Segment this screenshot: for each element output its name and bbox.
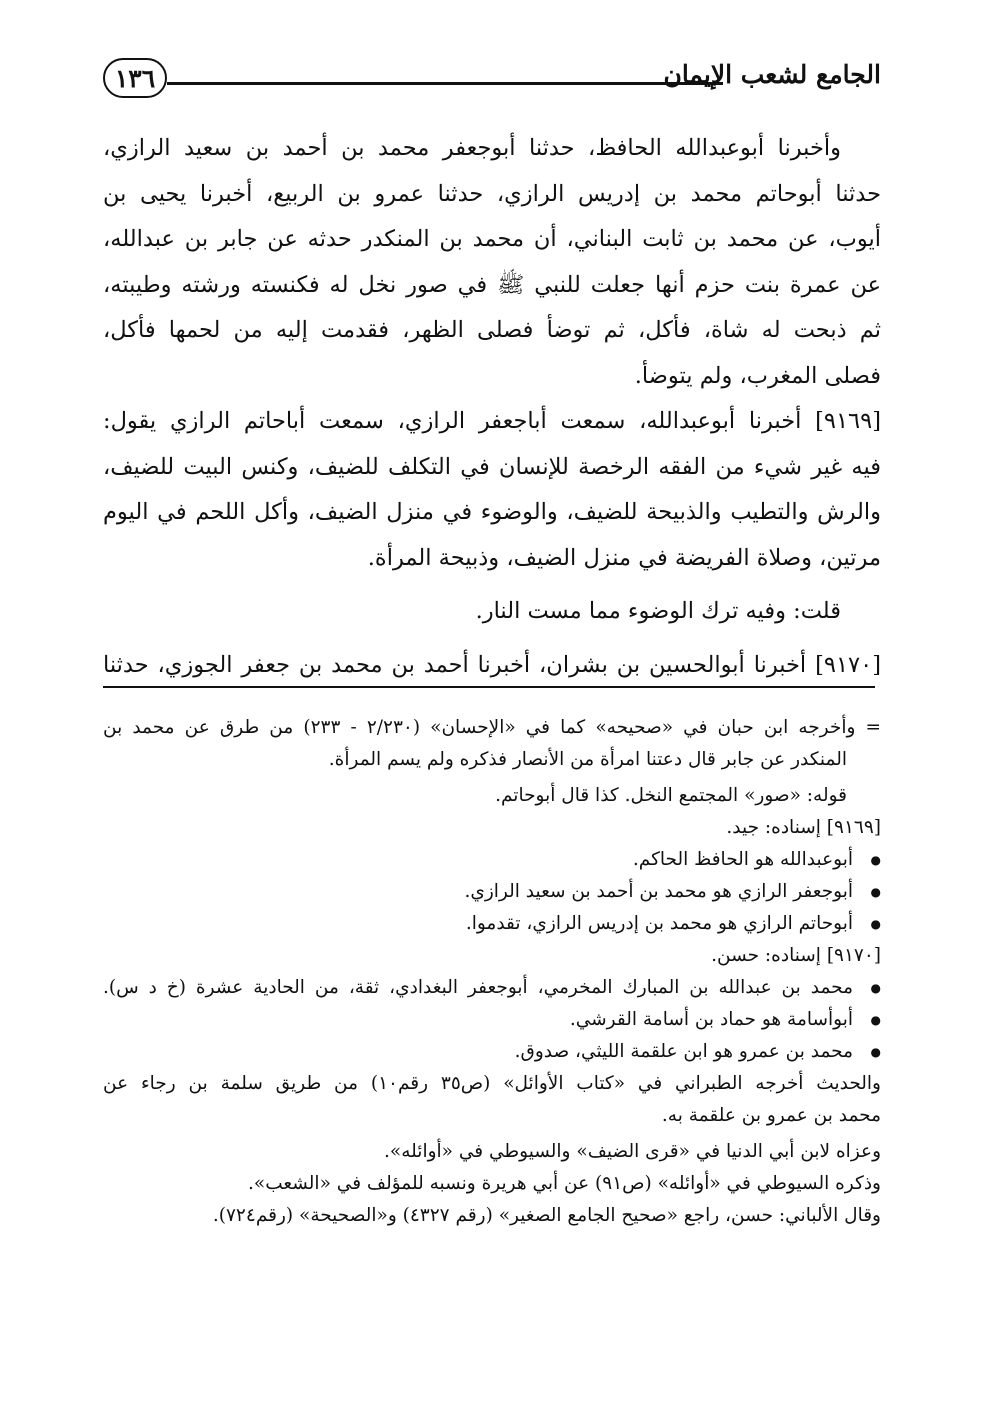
- footnote-line: وعزاه لابن أبي الدنيا في «قرى الضيف» والسيوطي في «أوائله».: [384, 1141, 881, 1162]
- text-line: [٩١٦٩] أخبرنا أبوعبدالله، سمعت أباجعفر الرازي، سمعت أباحاتم الرازي يقول:: [103, 408, 881, 434]
- text-line: حدثنا أبوحاتم محمد بن إدريس الرازي، حدثنا عمرو بن الربيع، أخبرنا يحيى بن: [103, 180, 881, 207]
- spacer: [103, 635, 881, 643]
- text-line: [٩١٧٠] أخبرنا أبوالحسين بن بشران، أخبرنا أحمد بن محمد بن جعفر الجوزي، حدثنا: [103, 651, 881, 678]
- spacer: [103, 581, 881, 589]
- text-line: فصلى المغرب، ولم يتوضأ.: [634, 362, 881, 389]
- footnote-line: والحديث أخرجه الطبراني في «كتاب الأوائل» (ص٣٥ رقم١٠) من طريق سلمة بن رجاء عن: [103, 1073, 881, 1094]
- main-text: [103, 126, 881, 688]
- book-title: الجامع لشعب الإيمان: [663, 60, 881, 89]
- footnote-line: محمد بن عمرو بن علقمة به.: [661, 1105, 881, 1126]
- footnote-line: ● أبوعبدالله هو الحافظ الحاكم.: [103, 844, 881, 876]
- footnote-line: ● محمد بن عبدالله بن المبارك المخرمي، أبوجعفر البغدادي، ثقة، من الحادية عشرة (خ د س).: [103, 972, 881, 1004]
- footnote-line: المنكدر عن جابر قال دعتنا امرأة من الأنصار فذكره ولم يسم المرأة.: [328, 749, 847, 770]
- text-line: قلت: وفيه ترك الوضوء مما مست النار.: [475, 598, 841, 624]
- header-rule: [167, 82, 723, 85]
- footnote-separator: [103, 686, 875, 688]
- footnote-line: ● أبوحاتم الرازي هو محمد بن إدريس الرازي، تقدموا.: [103, 908, 881, 940]
- text-line: والرش والتطيب والذبيحة للضيف، والوضوء في منزل الضيف، وأكل اللحم في اليوم: [103, 499, 881, 525]
- text-line: عن عمرة بنت حزم أنها جعلت للنبي ﷺ في صور نخل له فكنسته ورشته وطيبته،: [103, 271, 881, 298]
- text-line: أيوب، عن محمد بن ثابت البناني، أن محمد بن المنكدر حدثه عن جابر بن عبدالله،: [103, 226, 881, 252]
- page-header: [103, 58, 881, 102]
- page-number: ١٣٦: [114, 63, 156, 93]
- footnote-line: = وأخرجه ابن حبان في «صحيحه» كما في «الإحسان» (٢/٢٣٠ - ٢٣٣) من طرق عن محمد بن: [103, 717, 882, 738]
- footnote-line: [٩١٧٠] إسناده: حسن.: [711, 945, 881, 966]
- footnote-line: ● محمد بن عمرو هو ابن علقمة الليثي، صدوق.: [103, 1036, 881, 1068]
- footnote-line: ● أبوأسامة هو حماد بن أسامة القرشي.: [103, 1004, 881, 1036]
- text-line: فيه غير شيء من الفقه الرخصة للإنسان في التكلف للضيف، وكنس البيت للضيف،: [103, 453, 881, 480]
- footnote-line: قوله: «صور» المجتمع النخل. كذا قال أبوحاتم.: [495, 785, 847, 806]
- footnote-line: ● أبوجعفر الرازي هو محمد بن أحمد بن سعيد الرازي.: [103, 876, 881, 908]
- footnote-line: وذكره السيوطي في «أوائله» (ص٩١) عن أبي هريرة ونسبه للمؤلف في «الشعب».: [248, 1173, 881, 1194]
- text-line: مرتين، وصلاة الفريضة في منزل الضيف، وذبيحة المرأة.: [367, 544, 881, 571]
- footnote-line: وقال الألباني: حسن، راجع «صحيح الجامع الصغير» (رقم ٤٣٢٧) و«الصحيحة» (رقم٧٢٤).: [212, 1205, 881, 1226]
- page-number-badge: [103, 58, 167, 98]
- text-line: وأخبرنا أبوعبدالله الحافظ، حدثنا أبوجعفر محمد بن أحمد بن سعيد الرازي،: [103, 135, 841, 161]
- footnote-line: [٩١٦٩] إسناده: جيد.: [726, 817, 881, 838]
- text-line: ثم ذبحت له شاة، فأكل، ثم توضأ فصلى الظهر، فقدمت إليه من لحمها فأكل،: [103, 317, 881, 343]
- footnotes: [103, 712, 881, 1232]
